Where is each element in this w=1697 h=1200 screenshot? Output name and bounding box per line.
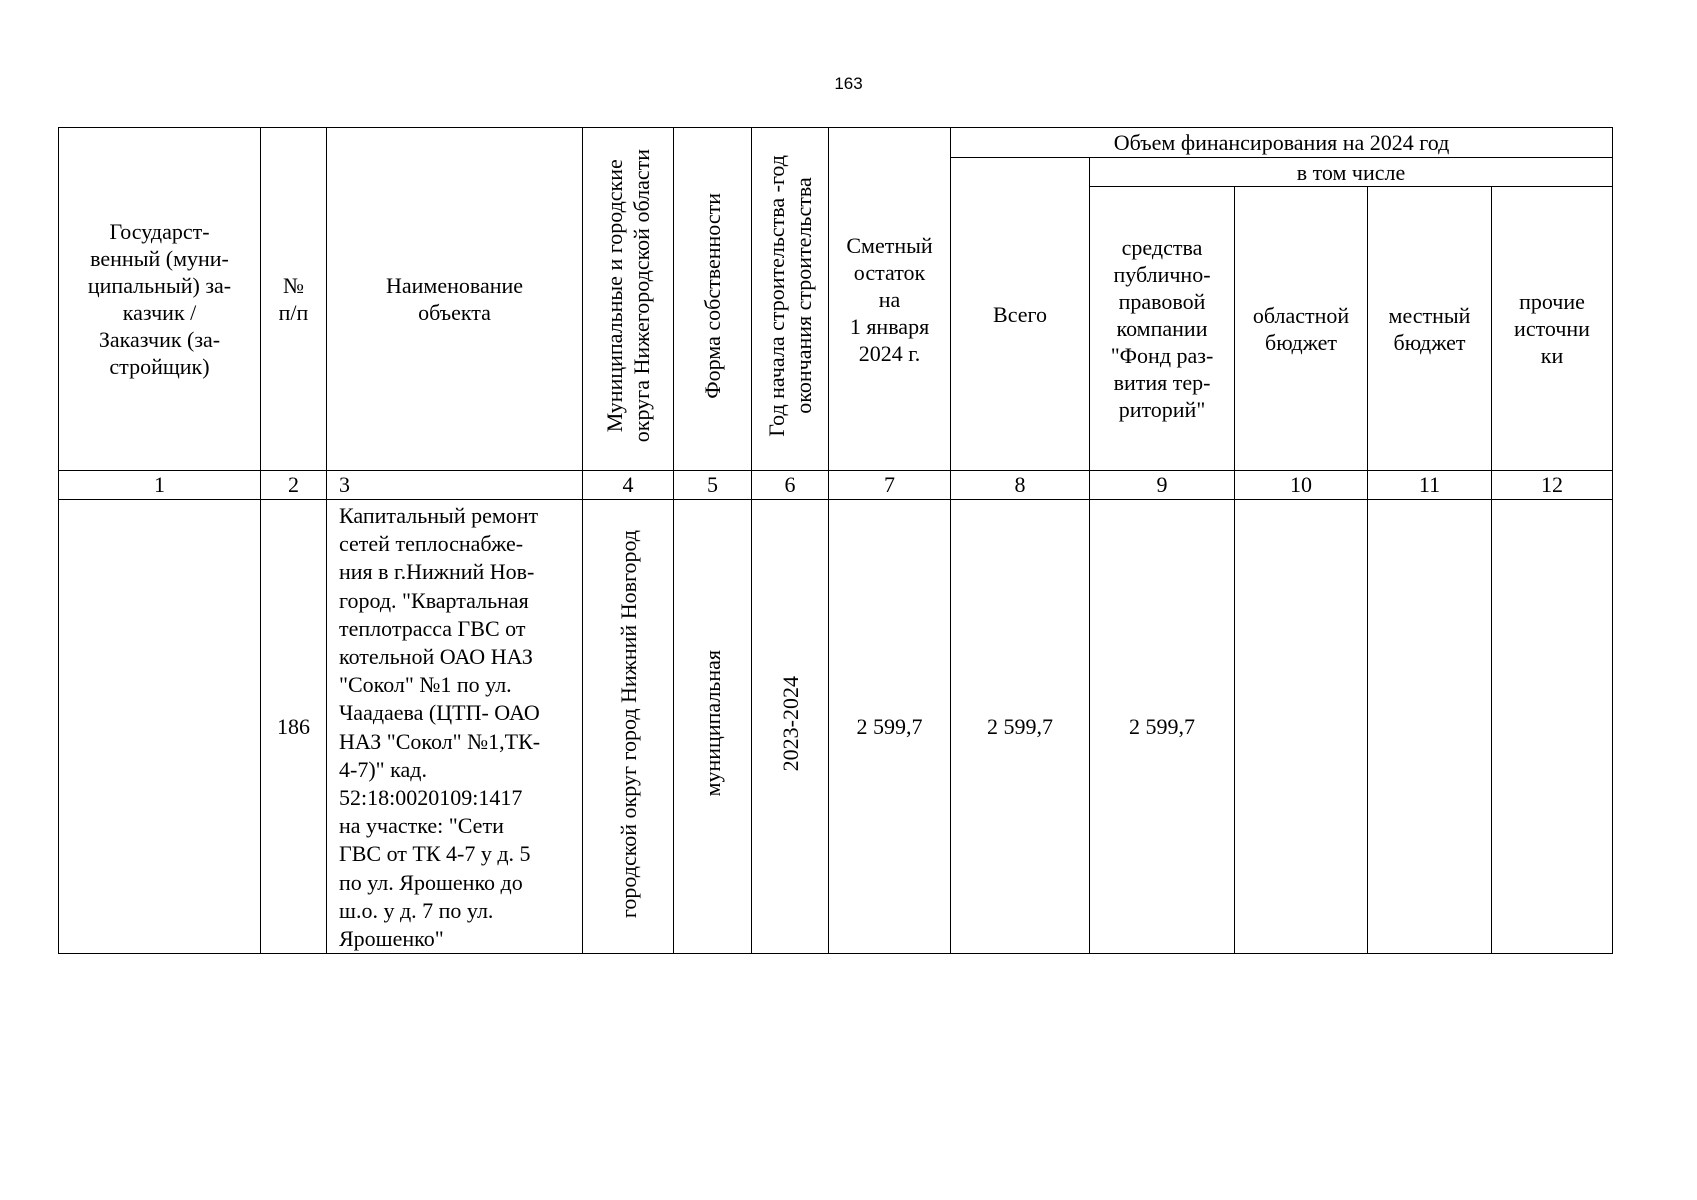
column-number: 5 — [674, 471, 752, 500]
column-number: 2 — [261, 471, 327, 500]
column-number: 12 — [1492, 471, 1613, 500]
row-municipal: городской округ город Нижний Новгород — [583, 500, 674, 954]
header-including: в том числе — [1090, 158, 1613, 187]
header-years: Год начала строительства -год окончания строительства — [752, 128, 829, 471]
header-total: Всего — [951, 158, 1090, 471]
column-number: 8 — [951, 471, 1090, 500]
column-numbers-row — [59, 471, 1613, 500]
row-total: 2 599,7 — [951, 500, 1090, 954]
column-number: 7 — [829, 471, 951, 500]
row-object-name: Капитальный ремонт сетей теплоснабже- ния в г.Нижний Нов- город. "Квартальная теплотрасса ГВС от котельной ОАО НАЗ "Сокол" №1 по ул. Чаадаева (ЦТП- ОАО НАЗ "Сокол" №1,ТК- 4-7)" кад. 52:18:0020109:1417 на участке: "Сети ГВС от ТК 4-7 у д. 5 по ул. Ярошенко до ш.о. у д. 7 по ул. Ярошенко" — [327, 500, 583, 954]
header-municipal: Муниципальные и городские округа Нижегородской области — [583, 128, 674, 471]
row-customer — [59, 500, 261, 954]
header-object-name: Наименование объекта — [327, 128, 583, 471]
row-other — [1492, 500, 1613, 954]
column-number: 11 — [1368, 471, 1492, 500]
header-funding-title: Объем финансирования на 2024 год — [951, 128, 1613, 158]
header-row-1 — [59, 128, 1613, 158]
row-local — [1368, 500, 1492, 954]
header-balance: Сметный остаток на 1 января 2024 г. — [829, 128, 951, 471]
header-ownership: Форма собственности — [674, 128, 752, 471]
row-fund: 2 599,7 — [1090, 500, 1235, 954]
financing-table — [58, 127, 1613, 954]
row-regional — [1235, 500, 1368, 954]
header-regional: областной бюджет — [1235, 187, 1368, 471]
table-row — [59, 500, 1613, 954]
column-number: 6 — [752, 471, 829, 500]
header-local: местный бюджет — [1368, 187, 1492, 471]
header-number: № п/п — [261, 128, 327, 471]
row-balance: 2 599,7 — [829, 500, 951, 954]
header-customer: Государст- венный (муни- ципальный) за- казчик / Заказчик (за- стройщик) — [59, 128, 261, 471]
column-number: 9 — [1090, 471, 1235, 500]
column-number: 3 — [327, 471, 583, 500]
header-fund: средства публично- правовой компании "Фонд раз- вития тер- риторий" — [1090, 187, 1235, 471]
column-number: 10 — [1235, 471, 1368, 500]
page-number: 163 — [834, 74, 863, 93]
column-number: 4 — [583, 471, 674, 500]
column-number: 1 — [59, 471, 261, 500]
row-number: 186 — [261, 500, 327, 954]
header-other: прочие источни ки — [1492, 187, 1613, 471]
row-ownership: муниципальная — [674, 500, 752, 954]
row-years: 2023-2024 — [752, 500, 829, 954]
